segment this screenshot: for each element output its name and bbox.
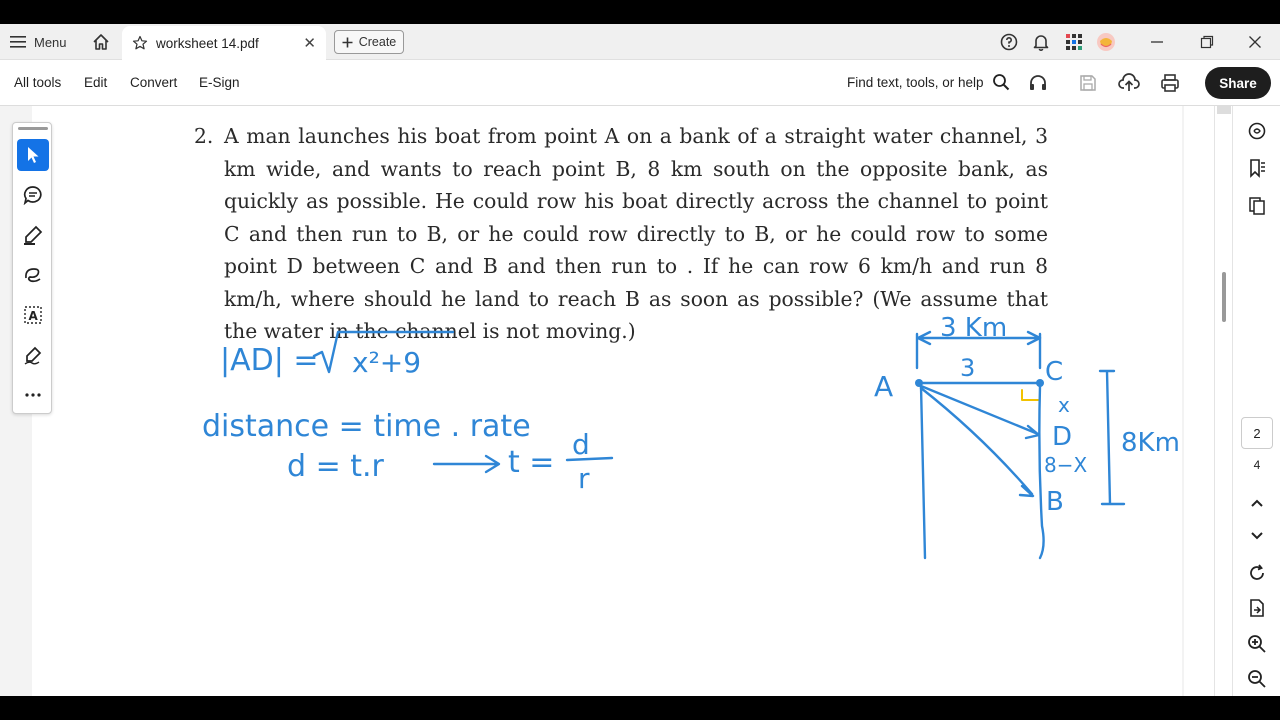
- width-label-text: 3 Km: [940, 313, 1008, 343]
- label-x-text: x: [1058, 393, 1070, 417]
- next-page-button[interactable]: [1246, 525, 1268, 547]
- document-area: [0, 106, 1280, 696]
- home-button[interactable]: [90, 31, 112, 53]
- chevron-down-icon: [1250, 531, 1264, 541]
- label-8-minus-x-text: 8−X: [1044, 453, 1088, 477]
- menu-button[interactable]: [10, 31, 67, 53]
- help-button[interactable]: [998, 30, 1020, 54]
- scrollbar-top: [1217, 106, 1231, 114]
- tab-title: worksheet 14.pdf: [156, 35, 259, 51]
- comment-icon: [23, 185, 43, 205]
- right-rail: [1232, 106, 1280, 696]
- sign-tool-button[interactable]: [17, 339, 49, 371]
- label-d-text: D: [1052, 422, 1073, 452]
- create-label: Create: [358, 35, 397, 49]
- right-angle-mark: [1022, 390, 1038, 400]
- tab-worksheet[interactable]: [122, 26, 326, 60]
- t-denominator-text: r: [578, 462, 590, 495]
- vertical-scrollbar[interactable]: [1214, 106, 1232, 696]
- convert-menu[interactable]: Convert: [130, 75, 178, 90]
- upload-cloud-icon: [1118, 73, 1140, 93]
- text-tool-button[interactable]: [17, 299, 49, 331]
- export-button[interactable]: [1246, 597, 1268, 619]
- height-label-text: 8Km: [1121, 428, 1180, 458]
- home-icon: [92, 33, 110, 51]
- more-tools-button[interactable]: [17, 379, 49, 411]
- bottom-black-bar: [0, 696, 1280, 720]
- current-page-field[interactable]: 2: [1241, 417, 1273, 449]
- share-button[interactable]: Share: [1205, 67, 1271, 99]
- draw-tool-button[interactable]: [17, 259, 49, 291]
- implies-arrow: [434, 456, 499, 472]
- print-button[interactable]: [1158, 71, 1182, 95]
- plus-icon: [342, 37, 353, 48]
- help-icon: [1000, 33, 1018, 51]
- bookmarks-button[interactable]: [1246, 157, 1268, 179]
- palette-grip[interactable]: [18, 127, 48, 130]
- menu-label: Menu: [34, 34, 67, 50]
- page-viewport[interactable]: [0, 106, 1184, 696]
- close-tab-icon[interactable]: ✕: [303, 35, 316, 52]
- notifications-button[interactable]: [1030, 30, 1052, 54]
- restore-icon: [1200, 35, 1214, 49]
- t-numerator-text: d: [572, 428, 590, 461]
- chevron-up-icon: [1250, 498, 1264, 508]
- zoom-out-icon: [1247, 669, 1267, 689]
- problem-number: 2.: [194, 124, 214, 148]
- export-file-icon: [1248, 598, 1266, 618]
- close-icon: [1248, 35, 1262, 49]
- previous-page-button[interactable]: [1246, 492, 1268, 514]
- avatar-icon: [1096, 32, 1116, 52]
- highlight-tool-button[interactable]: [17, 219, 49, 251]
- all-tools-menu[interactable]: All tools: [14, 75, 62, 90]
- select-cursor-icon: [25, 146, 41, 164]
- left-bank-line: [921, 386, 925, 558]
- find-label: Find text, tools, or help: [847, 74, 984, 90]
- bookmark-icon: [1247, 158, 1267, 178]
- star-icon[interactable]: [132, 35, 148, 51]
- text-box-icon: [23, 305, 43, 325]
- zoom-in-icon: [1247, 634, 1267, 654]
- print-icon: [1160, 73, 1180, 93]
- avatar[interactable]: [1095, 30, 1117, 54]
- close-window-button[interactable]: [1244, 30, 1266, 54]
- bell-icon: [1032, 33, 1050, 51]
- rotate-button[interactable]: [1246, 562, 1268, 584]
- select-tool-button[interactable]: [17, 139, 49, 171]
- edit-menu[interactable]: Edit: [84, 75, 108, 90]
- esign-menu[interactable]: E-Sign: [199, 75, 240, 90]
- total-pages: 4: [1253, 458, 1261, 472]
- t-formula-text: t =: [508, 445, 555, 480]
- distance-formula-text: distance = time . rate: [202, 409, 531, 444]
- ad-rhs-text: x²+9: [352, 346, 422, 379]
- draw-freehand-icon: [23, 265, 43, 285]
- pages-icon: [1247, 196, 1267, 216]
- tab-bar: [0, 24, 1280, 60]
- comments-panel-button[interactable]: [1246, 120, 1268, 142]
- more-icon: [24, 392, 42, 398]
- label-c-text: C: [1045, 357, 1064, 387]
- label-b-text: B: [1046, 487, 1064, 517]
- restore-button[interactable]: [1196, 30, 1218, 54]
- svg-text:A: A: [28, 309, 38, 323]
- path-a-to-b: [921, 388, 1033, 496]
- zoom-out-button[interactable]: [1246, 668, 1268, 690]
- quick-tools-palette: [12, 122, 52, 414]
- scrollbar-thumb[interactable]: [1222, 272, 1226, 322]
- zoom-in-button[interactable]: [1246, 633, 1268, 655]
- read-aloud-button[interactable]: [1026, 71, 1050, 95]
- apps-grid-icon: [1065, 33, 1083, 51]
- comment-panel-icon: [1247, 121, 1267, 141]
- fill-sign-icon: [23, 345, 43, 365]
- save-icon: [1079, 74, 1097, 92]
- ad-lhs-text: |AD| =: [220, 343, 319, 378]
- comment-tool-button[interactable]: [17, 179, 49, 211]
- refresh-icon: [1247, 563, 1267, 583]
- apps-button[interactable]: [1063, 30, 1085, 54]
- label-a-text: A: [874, 370, 894, 403]
- headphones-icon: [1028, 73, 1048, 93]
- save-button[interactable]: [1076, 71, 1100, 95]
- problem-text: A man launches his boat from point A on a bank of a straight water channel, 3 km wide, and wants to reach point B, 8 km south on the opposite bank, as quickly as possible. He could row his boat directly across the channel to point C and then run to B, or he could row directly to B, or he could row to some point D between C and B and then run to . If he can row 6 km/h and run 8 km/h, where should he land to reach B as soon as possible? (We assume that the water in the channel is not moving.): [224, 124, 1048, 343]
- create-button[interactable]: [334, 30, 404, 54]
- pdf-page[interactable]: [32, 106, 1182, 696]
- highlight-pen-icon: [23, 225, 43, 245]
- main-toolbar: [0, 60, 1280, 106]
- upload-button[interactable]: [1117, 71, 1141, 95]
- search-icon: [992, 73, 1010, 91]
- minimize-button[interactable]: [1146, 30, 1168, 54]
- ink-annotations: [32, 106, 1182, 696]
- hamburger-icon: [10, 35, 26, 49]
- d-formula-text: d = t.r: [287, 449, 384, 484]
- right-bank-line: [1039, 386, 1043, 558]
- top-black-bar: [0, 0, 1280, 24]
- pages-button[interactable]: [1246, 195, 1268, 217]
- label-3-text: 3: [960, 354, 976, 382]
- minimize-icon: [1150, 35, 1164, 49]
- find-search-box[interactable]: [847, 73, 1010, 91]
